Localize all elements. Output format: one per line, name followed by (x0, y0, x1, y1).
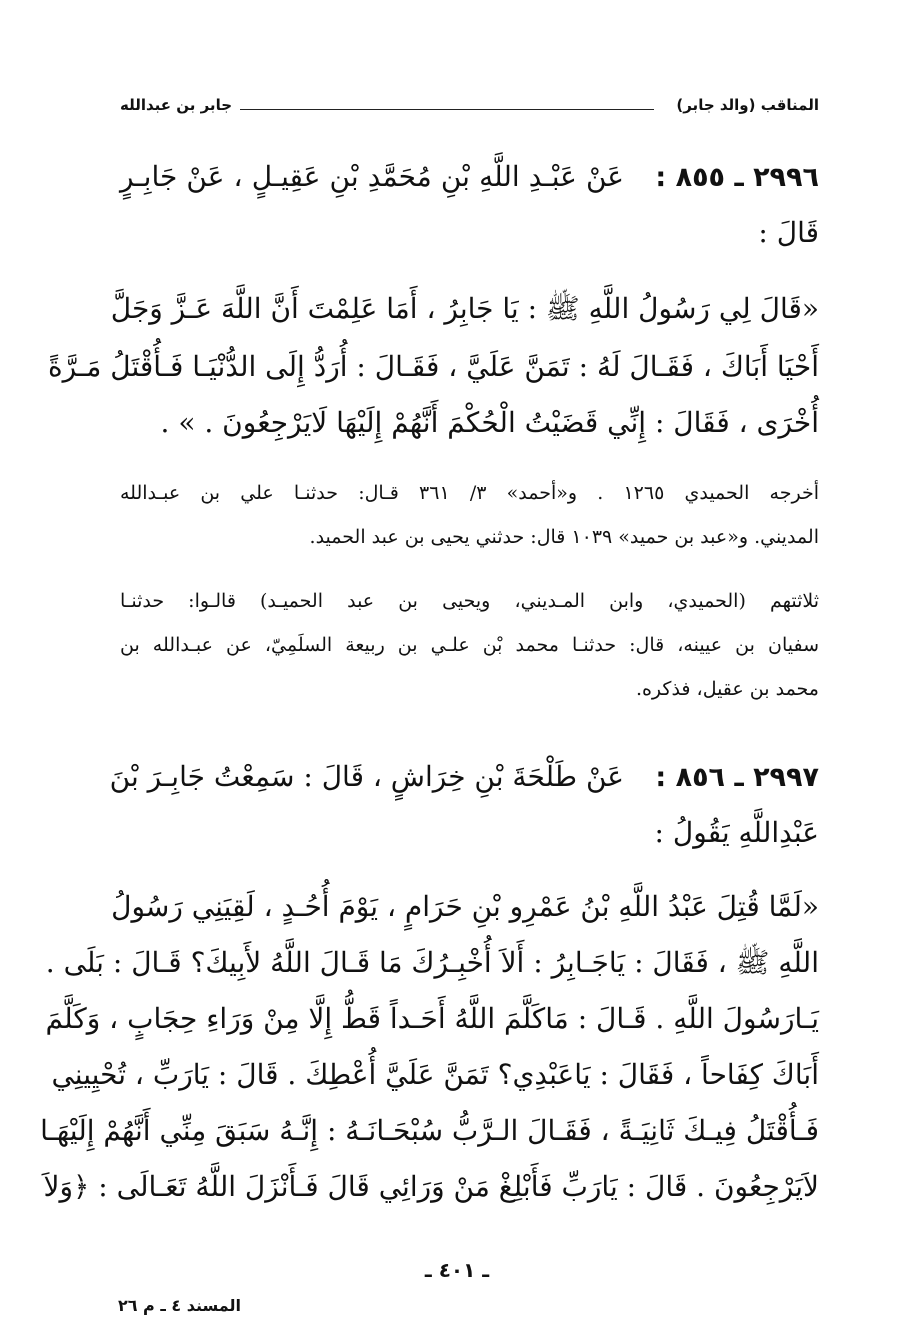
hadith-2996-matn-line-3: أُخْرَى ، فَقَالَ : إِنِّي قَضَيْتُ الْحُكْمَ أَنَّهُمْ إِلَيْهَا لَايَرْجِعُونَ . » . (160, 406, 819, 439)
hadith-2996-note-line-3: محمد بن عقيل، فذكره. (635, 678, 819, 700)
hadith-2997-matn-line-5: فَـأُقْتَلُ فِيـكَ ثَانِيَـةً ، فَقَـالَ الـرَّبُّ سُبْحَـانَـهُ : إِنَّـهُ سَبَقَ مِنِّي أَنَّهُمْ إِلَيْهَـا (40, 1114, 819, 1147)
hadith-2997-isnad-line-1: عَنْ طَلْحَةَ بْنِ خِرَاشٍ ، قَالَ : سَمِعْتُ جَابِـرَ بْنَ (109, 760, 624, 793)
hadith-2996-takhrij-line-1: أخرجه الحميدي ١٢٦٥ . و«أحمد» ٣/ ٣٦١ قـال: حدثنـا علي بن عبـدالله (120, 482, 819, 504)
hadith-2997-matn-line-4: أَبَاكَ كِفَاحاً ، فَقَالَ : يَاعَبْدِي؟ تَمَنَّ عَلَيَّ أُعْطِكَ . قَالَ : يَارَبِّ ، تُحْيِينِي (51, 1058, 819, 1091)
hadith-2997-matn-line-1: «لَمَّا قُتِلَ عَبْدُ اللَّهِ بْنُ عَمْرِو بْنِ حَرَامٍ ، يَوْمَ أُحُـدٍ ، لَقِيَنِي رَسُولُ (111, 890, 819, 923)
header-companion-name: جابر بن عبدالله (120, 96, 233, 114)
hadith-2996-note-line-1: ثلاثتهم (الحميدي، وابن المـديني، ويحيى بن عبد الحميـد) قالـوا: حدثنـا (120, 590, 819, 612)
hadith-2997-matn-line-3: يَـارَسُولَ اللَّهِ . قَـالَ : مَاكَلَّمَ اللَّهُ أَحَـداً قَطُّ إِلَّا مِنْ وَرَاءِ حِجَابٍ ، وَكَلَّمَ (45, 1002, 819, 1035)
hadith-2997-isnad-line-2: عَبْدِاللَّهِ يَقُولُ : (654, 816, 819, 849)
hadith-2996-matn-line-2: أَحْيَا أَبَاكَ ، فَقَـالَ لَهُ : تَمَنَّ عَلَيَّ ، فَقَـالَ : أُرَدُّ إِلَى الدُّنْيَـا فَـأُقْتَلُ مَـرَّةً (48, 350, 819, 383)
header-chapter-title: المناقب (والد جابر) (676, 96, 819, 114)
hadith-2996-takhrij-line-2: المديني. و«عبد بن حميد» ١٠٣٩ قال: حدثني يحيى بن عبد الحميد. (309, 526, 819, 548)
hadith-2996-isnad-line-1: عَنْ عَبْـدِ اللَّهِ بْنِ مُحَمَّدِ بْنِ عَقِيـلٍ ، عَنْ جَابِـرٍ (120, 160, 624, 193)
hadith-2996-isnad-line-2: قَالَ : (758, 216, 819, 249)
hadith-2996-note-line-2: سفيان بن عيينه، قال: حدثنـا محمد بْن علـي بن ربيعة السلَمِيّ، عن عبـدالله بن (120, 634, 819, 656)
hadith-2997-number: ٢٩٩٧ ـ ٨٥٦ : (655, 762, 819, 793)
hadith-2997-matn-line-2: اللَّهِ ﷺ ، فَقَالَ : يَاجَـابِرُ : أَلاَ أُخْبِـرُكَ مَا قَـالَ اللَّهُ لأَبِيكَ؟ قَـالَ : بَلَى . (45, 946, 819, 979)
hadith-2996-matn-line-1: «قَالَ لِي رَسُولُ اللَّهِ ﷺ : يَا جَابِرُ ، أَمَا عَلِمْتَ أَنَّ اللَّهَ عَـزَّ وَجَلَّ (110, 292, 819, 325)
page-number: ـ ٤٠١ ـ (424, 1258, 490, 1282)
printer-signature: المسند ٤ ـ م ٢٦ (117, 1296, 241, 1315)
running-header (120, 96, 819, 122)
hadith-2997-matn-line-6: لاَيَرْجِعُونَ . قَالَ : يَارَبِّ فَأَبْلِغْ مَنْ وَرَائِي قَالَ فَـأَنْزَلَ اللَّهُ تَعَـالَى : ﴿وَلاَ (43, 1170, 819, 1203)
header-rule (240, 109, 654, 110)
hadith-2996-number: ٢٩٩٦ ـ ٨٥٥ : (655, 162, 819, 193)
